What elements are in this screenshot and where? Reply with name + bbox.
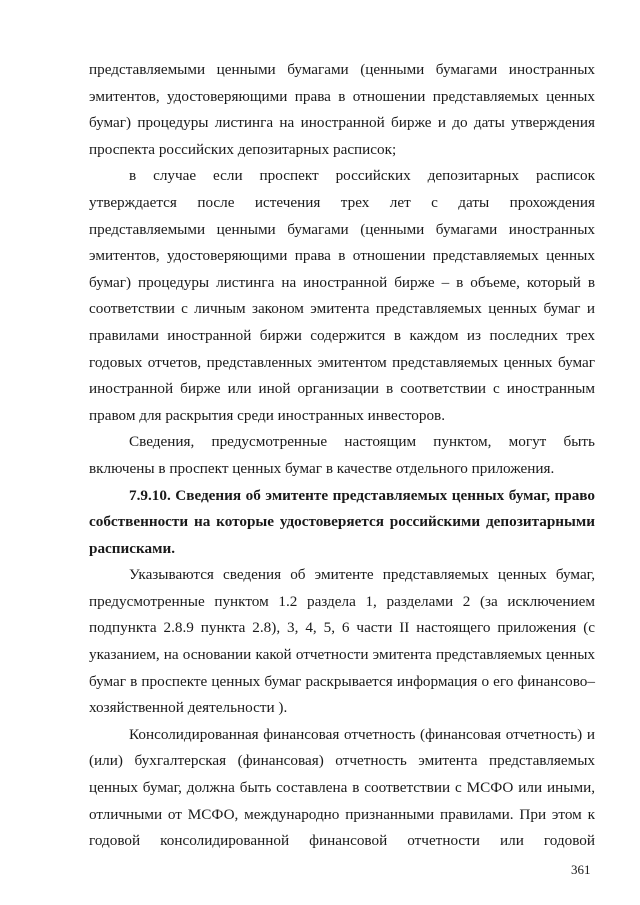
text-line: 7.9.10. Сведения об эмитенте представляемых ценных бумаг, право xyxy=(129,486,595,504)
text-line: бумаг в проспекте ценных бумаг раскрывается информация о его финансово– xyxy=(89,672,595,690)
paragraph-1 xyxy=(89,57,595,163)
paragraph-4 xyxy=(89,562,595,722)
text-line: указанием, на основании какой отчетности эмитента представляемых ценных xyxy=(89,646,595,664)
text-line: иностранной бирже или иной организации в соответствии с иностранным xyxy=(89,380,595,398)
text-line: правилами иностранной биржи содержится в каждом из последних трех xyxy=(89,326,595,344)
text-line: утверждается после истечения трех лет с даты прохождения xyxy=(89,193,595,211)
text-line: хозяйственной деятельности ). xyxy=(89,699,288,717)
text-line: Указываются сведения об эмитенте представляемых ценных бумаг, xyxy=(129,566,595,584)
body-text xyxy=(89,57,595,855)
text-line: подпункта 2.8.9 пункта 2.8), 3, 4, 5, 6 части II настоящего приложения (с xyxy=(89,619,595,637)
page-number: 361 xyxy=(571,862,591,877)
text-line: эмитентов, удостоверяющими права в отношении представляемых ценных xyxy=(89,247,595,265)
text-line: годовых отчетов, представленных эмитентом представляемых ценных бумаг xyxy=(89,353,595,371)
text-line: расписками. xyxy=(89,539,176,557)
text-line: в случае если проспект российских депозитарных расписок xyxy=(129,167,595,185)
text-line: отличными от МСФО, международно признанными правилами. При этом к xyxy=(89,805,595,823)
paragraph-3 xyxy=(89,429,595,482)
text-line: бумаг) процедуры листинга на иностранной бирже – в объеме, который в xyxy=(89,273,595,291)
section-heading xyxy=(89,483,595,563)
text-line: предусмотренные пунктом 1.2 раздела 1, разделами 2 (за исключением xyxy=(89,592,595,610)
text-line: представляемыми ценными бумагами (ценными бумагами иностранных xyxy=(89,220,595,238)
text-line: годовой консолидированной финансовой отчетности или годовой xyxy=(89,832,595,850)
text-line: проспекта российских депозитарных расписок; xyxy=(89,140,397,158)
paragraph-2 xyxy=(89,163,595,429)
text-line: собственности на которые удостоверяется российскими депозитарными xyxy=(89,513,595,531)
text-line: представляемыми ценными бумагами (ценными бумагами иностранных xyxy=(89,61,595,78)
text-line: ценных бумаг, должна быть составлена в соответствии с МСФО или иными, xyxy=(89,779,595,797)
text-line: (или) бухгалтерская (финансовая) отчетность эмитента представляемых xyxy=(89,752,595,770)
text-line: включены в проспект ценных бумаг в качестве отдельного приложения. xyxy=(89,459,555,477)
paragraph-5 xyxy=(89,722,595,855)
text-line: эмитентов, удостоверяющими права в отношении представляемых ценных xyxy=(89,87,595,105)
text-line: бумаг) процедуры листинга на иностранной бирже и до даты утверждения xyxy=(89,114,595,132)
text-line: Сведения, предусмотренные настоящим пунктом, могут быть xyxy=(129,433,595,451)
text-line: правом для раскрытия среди иностранных инвесторов. xyxy=(89,406,446,424)
text-line: Консолидированная финансовая отчетность (финансовая отчетность) и xyxy=(129,725,595,743)
text-line: соответствии с личным законом эмитента представляемых ценных бумаг и xyxy=(89,300,595,318)
